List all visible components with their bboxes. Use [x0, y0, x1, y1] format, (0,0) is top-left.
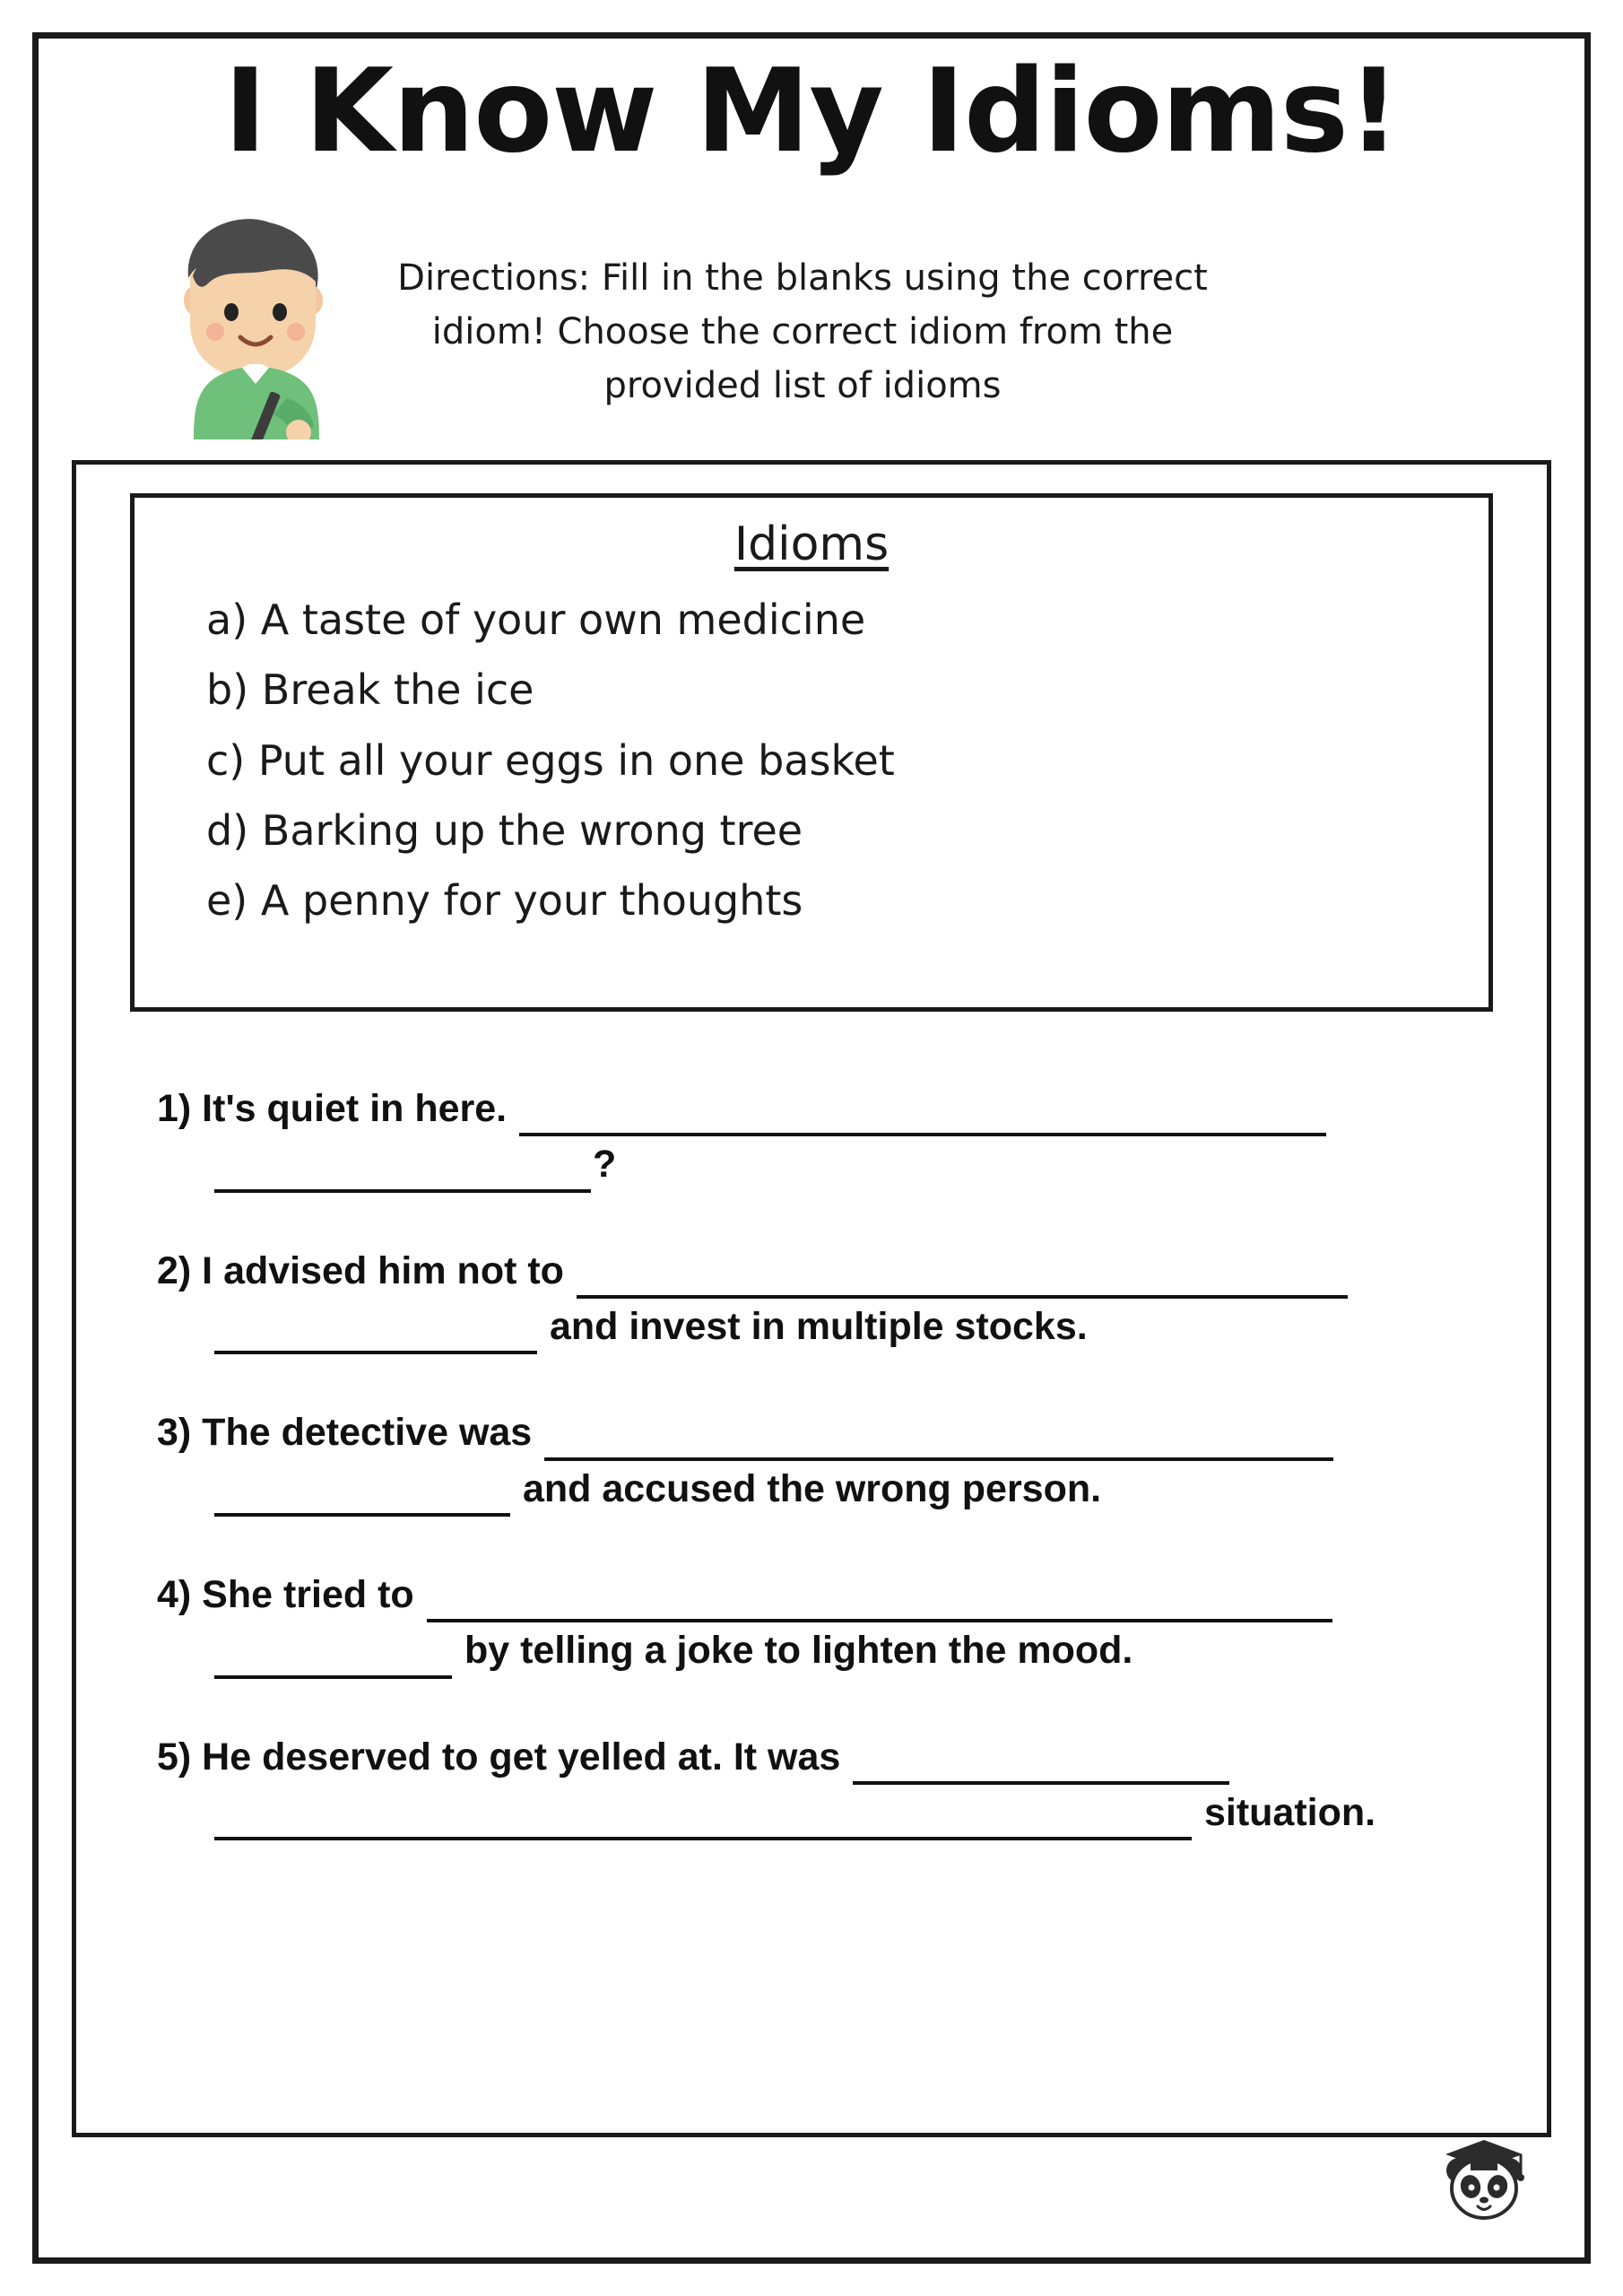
page-title: I Know My Idioms!	[223, 45, 1400, 178]
question-2	[157, 1243, 1475, 1355]
question-5-blank-1[interactable]	[853, 1747, 1229, 1785]
question-2-blank-2[interactable]	[214, 1317, 537, 1354]
question-4	[157, 1567, 1475, 1679]
question-1-prefix: 1) It's quiet in here.	[157, 1087, 508, 1130]
question-5-suffix: situation.	[1203, 1791, 1376, 1835]
question-3-prefix: 3) The detective was	[157, 1411, 533, 1455]
question-3-suffix: and accused the wrong person.	[522, 1466, 1102, 1510]
panda-graduate-logo	[1435, 2124, 1533, 2231]
idiom-option-d: d) Barking up the wrong tree	[206, 805, 803, 855]
question-5	[157, 1729, 1475, 1841]
question-2-blank-1[interactable]	[577, 1261, 1348, 1299]
idioms-heading: Idioms	[733, 517, 890, 571]
question-3-blank-2[interactable]	[214, 1479, 510, 1517]
student-boy-icon	[152, 206, 359, 439]
idiom-option-a: a) A taste of your own medicine	[206, 596, 866, 644]
question-1	[157, 1081, 1475, 1193]
idiom-option-e: e) A penny for your thoughts	[206, 876, 803, 926]
question-1-blank-1[interactable]	[519, 1099, 1326, 1136]
directions-text: Directions: Fill in the blanks using the correct idiom! Choose the correct idiom from the provided list of idioms	[397, 257, 1208, 406]
question-4-suffix: by telling a joke to lighten the mood.	[464, 1629, 1133, 1673]
question-3-blank-1[interactable]	[544, 1423, 1333, 1461]
question-4-blank-1[interactable]	[427, 1585, 1332, 1622]
question-1-blank-2[interactable]	[214, 1155, 591, 1193]
question-2-prefix: 2) I advised him not to	[157, 1248, 564, 1292]
question-5-prefix: 5) He deserved to get yelled at. It was	[157, 1735, 841, 1779]
question-4-prefix: 4) She tried to	[157, 1573, 414, 1617]
idiom-option-c: c) Put all your eggs in one basket	[206, 735, 895, 785]
question-1-suffix: ?	[593, 1143, 617, 1187]
question-3	[157, 1405, 1475, 1517]
question-5-blank-2[interactable]	[214, 1803, 1192, 1840]
questions-list	[157, 1081, 1475, 1891]
question-2-suffix: and invest in multiple stocks.	[549, 1305, 1088, 1349]
idioms-box	[130, 493, 1493, 1012]
idiom-option-b: b) Break the ice	[206, 665, 534, 715]
question-4-blank-2[interactable]	[214, 1641, 452, 1679]
